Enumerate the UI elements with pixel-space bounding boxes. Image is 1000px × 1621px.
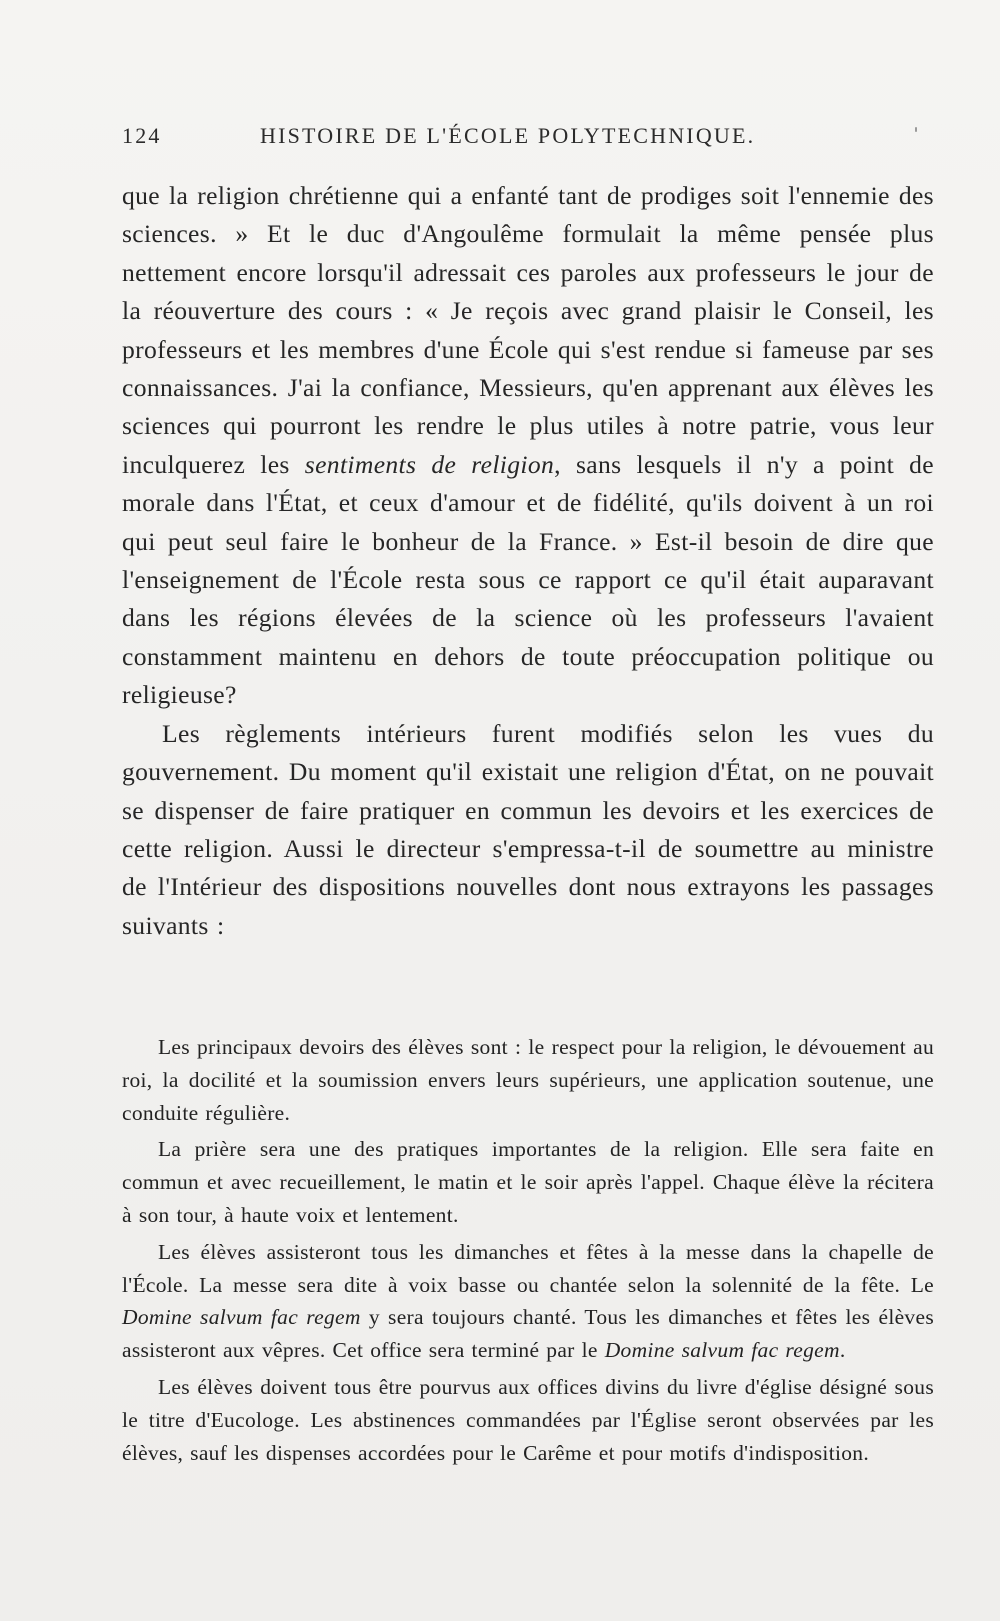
quote-paragraph-2: La prière sera une des pratiques importantes de la religion. Elle sera faite en commun et avec recueillement, le matin et le soir après l'appel. Chaque élève la récitera à son tour, à haute voix et lentement. [122,1137,934,1227]
quote-paragraph-4: Les élèves doivent tous être pourvus aux offices divins du livre d'église désigné sous le titre d'Eucologe. Les abstinences commandées par l'Église seront observées par les élèves, sauf les dispenses accordées pour le Carême et pour motifs d'indisposition. [122,1374,934,1465]
quote-3-part-b: y sera toujours chanté. Tous les dimanches et fêtes les élèves assisteront aux vêpres. Cet office sera terminé par le [122,1305,934,1363]
page-number: 124 [122,123,162,148]
quote-3-part-a: Les élèves assisteront tous les dimanches et fêtes à la messe dans la chapelle de l'École. La messe sera dite à voix basse ou chantée selon la solennité de la fête. Le [122,1239,934,1297]
paragraph-1 [122,177,934,715]
running-title: HISTOIRE DE L'ÉCOLE POLYTECHNIQUE. [260,123,756,148]
main-text [122,177,934,945]
paper-speck [915,127,917,132]
paragraph-1-end: , sans lesquels il n'y a point de morale dans l'État, et ceux d'amour et de fidélité, qu'ils doivent à un roi qui peut seul faire le bonheur de la France. » Est-il besoin de dire que l'enseignement de l'École resta sous ce rapport ce qu'il était auparavant dans les régions élevées de la science où les professeurs l'avaient constamment maintenu en dehors de toute préoccupation politique ou religieuse? [122,449,934,710]
page-header [122,123,937,153]
paragraph-1-start: que la religion chrétienne qui a enfanté tant de prodiges soit l'ennemie des sciences. » Et le duc d'Angoulême formulait la même pensée plus nettement encore lorsqu'il adressait ces paroles aux professeurs le jour de la réouverture des cours : « Je reçois avec grand plaisir le Conseil, les professeurs et les membres d'une École qui s'est rendue si fameuse par ses connaissances. J'ai la confiance, Messieurs, qu'en apprenant aux élèves les sciences qui pourront les rendre le plus utiles à notre patrie, vous leur inculquerez les [122,181,934,479]
quote-3-part-c: . [839,1338,846,1363]
quote-3-italic-2: Domine salvum fac regem [604,1338,840,1363]
quote-paragraph-1: Les principaux devoirs des élèves sont : le respect pour la religion, le dévouement au roi, la docilité et la soumission envers leurs supérieurs, une application soutenue, une conduite régulière. [122,1035,934,1125]
paragraph-2: Les règlements intérieurs furent modifiés selon les vues du gouvernement. Du moment qu'il existait une religion d'État, on ne pouvait se dispenser de faire pratiquer en commun les devoirs et les exercices de cette religion. Aussi le directeur s'empressa-t-il de soumettre au ministre de l'Intérieur des dispositions nouvelles dont nous extrayons les passages suivants : [122,718,934,940]
paragraph-1-italic: sentiments de religion [304,449,555,479]
quote-3-italic-1: Domine salvum fac regem [122,1305,361,1330]
quoted-regulations [122,1031,934,1473]
quote-paragraph-3 [122,1236,934,1367]
